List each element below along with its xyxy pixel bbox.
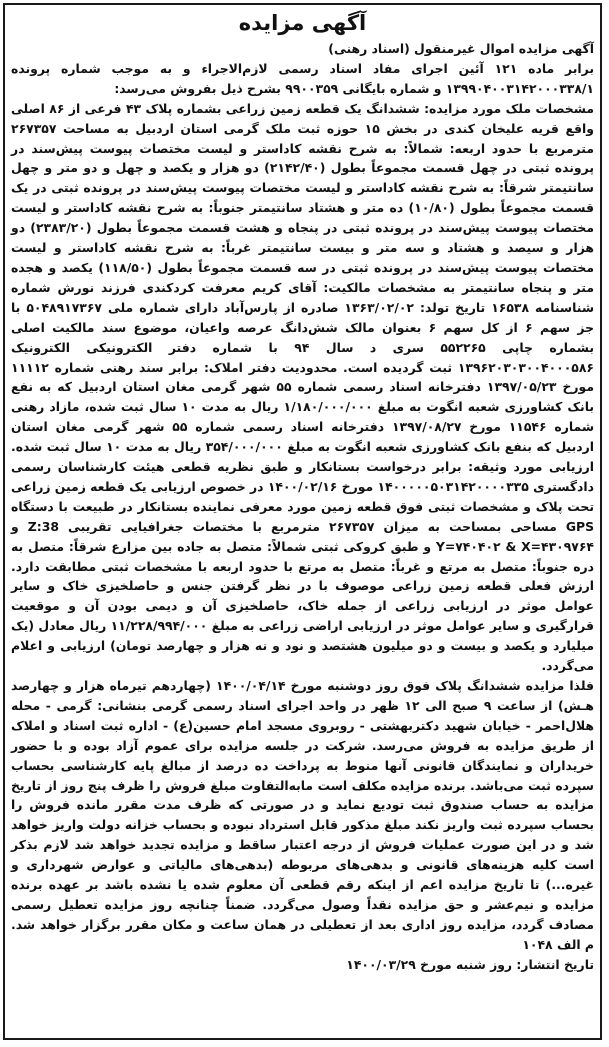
notice-title: آگهی مزایده <box>238 11 367 35</box>
notice-body <box>11 39 594 975</box>
notice-subtitle: آگهی مزایده اموال غیرمنقول (اسناد رهنی) <box>328 41 594 56</box>
notice-publication-date: تاریخ انتشار: روز شنبه مورخ ۱۴۰۰/۰۳/۲۹ <box>346 956 594 972</box>
auction-notice <box>3 3 602 1040</box>
notice-property-details: مشخصات ملک مورد مزایده: ششدانگ یک قطعه زمین زراعی بشماره پلاک ۴۳ فرعی از ۸۶ اصلی واقع قریه علیخان کندی در بخش ۱۵ حوزه ثبت ملک گرمی استان اردبیل به مساحت ۲۶۷۳۵۷ مترمربع با حدود اربعه: شمالاً: به شرح نقشه کاداستر و لیست مختصات پیوست پیش‌سند در پرونده ثبتی در چهل قسمت مجموعاً بطول (۲۱۴۲/۴۰) دو هزار و یکصد و چهل و دو متر و چهل سانتیمتر شرقاً: به شرح نقشه کاداستر و لیست مختصات پیوست پیش‌سند در پرونده ثبتی در یک قسمت مجموعاً بطول (۱۰/۸۰) ده متر و هشتاد سانتیمتر جنوباً: به شرح نقشه کاداستر و لیست مختصات پیوست پیش‌سند در پرونده ثبتی در پنجاه و هشت قسمت مجموعاً بطول (۲۳۸۳/۲۰) دو هزار و سیصد و هشتاد و سه متر و بیست سانتیمتر غرباً: به شرح نقشه کاداستر و لیست مختصات پیوست پیش‌سند در پرونده ثبتی در سه قسمت مجموعاً بطول (۱۱۸/۵۰) یکصد و هجده متر و پنجاه سانتیمتر به مشخصات مالکیت: آقای کریم معرفت کردکندی فرزند نورش شماره شناسنامه ۱۶۵۳۸ تاریخ تولد: ۱۳۶۳/۰۲/۰۲ صادره از پارس‌آباد دارای شماره ملی ۵۰۴۸۹۱۷۳۶۷ با جز سهم ۶ از کل سهم ۶ بعنوان مالک شش‌دانگ عرصه واعیان، موضوع سند مالکیت اصلی بشماره چاپی ۵۵۲۲۶۵ سری د سال ۹۴ با شماره دفتر الکترونیکی الکترونیک ۱۳۹۶۲۰۳۰۳۰۰۴۰۰۰۵۸۶ ثبت گردیده است. محدودیت دفتر املاک: برابر سند رهنی شماره ۱۱۱۱۲ مورخ ۱۳۹۷/۰۵/۲۳ دفترخانه اسناد رسمی شماره ۵۵ شهر گرمی مغان استان اردبیل که به نفع بانک کشاورزی شعبه انگوت به مبلغ ۱/۱۸۰/۰۰۰/۰۰۰ ریال به مدت ۱۰ سال ثبت شده، مازاد رهنی شماره ۱۱۵۴۶ مورخ ۱۳۹۷/۰۸/۲۷ دفترخانه اسناد رسمی شماره ۵۵ شهر گرمی مغان استان اردبیل که بنفع بانک کشاورزی شعبه انگوت به مبلغ ۳۵۴/۰۰۰/۰۰۰ ریال به مدت ۱۰ سال ثبت شده. ارزیابی مورد وثیقه: برابر درخواست بستانکار و طبق نظریه قطعی هیئت کارشناسان رسمی دادگستری ۱۴۰۰۰۰۰۵۰۳۱۴۲۰۰۰۰۳۳۵ مورخ ۱۴۰۰/۰۲/۱۶ در خصوص ارزیابی یک قطعه زمین زراعی تحت پلاک و مشخصات ثبتی فوق قطعه زمین مورد معرفی نماینده بستانکار در طبیعت با دستگاه GPS مساحی بمساحت به میزان ۲۶۷۳۵۷ مترمربع با مختصات جغرافیایی تقریبی Z:38 و Y=۷۴۰۴۰۲ & X=۴۳۰۹۷۶۴ و طبق کروکی ثبتی شمالاً: متصل به جاده بین مزارع شرقاً: متصل به دره جنوباً: متصل به مرتع و غرباً: متصل به مرتع با حدود اربعه با مشخصات ثبتی مطابقت دارد. ارزش فعلی قطعه زمین زراعی موصوف با در نظر گرفتن جنس و حاصلخیزی خاک و سایر عوامل موثر در ارزیابی زراعی از جمله خاک، حاصلخیزی آن و دیمی بودن آن و موقعیت قرارگیری و سایر عوامل موثر در ارزیابی اراضی زراعی به مبلغ ۱۱/۲۲۸/۹۹۴/۰۰۰ ریال معادل (یک میلیارد و یکصد و بیست و دو میلیون هشتصد و نود و نه هزار و چهارصد تومان) ارزیابی و اعلام می‌گردد. <box>10 100 595 674</box>
notice-case-reference: برابر ماده ۱۲۱ آئین اجرای مفاد اسناد رسمی لازم‌الاجراء و به موجب شماره پرونده ۱۳۹۹۰۴۰۰۳۱۴۲۰۰۰۳۳۸/۱ و شماره بایگانی ۹۹۰۰۳۵۹ بشرح ذیل بفروش می‌رسد: <box>11 60 595 96</box>
notice-auction-terms: فلذا مزایده ششدانگ پلاک فوق روز دوشنبه مورخ ۱۴۰۰/۰۴/۱۴ (چهاردهم تیرماه هزار و چهارصد هـش) از ساعت ۹ صبح الی ۱۲ ظهر در واحد اجرای اسناد رسمی گرمی بنشانی: گرمی - محله هلال‌احمر - خیابان شهید دکتربهشتی - روبروی مسجد امام حسین(ع) - اداره ثبت اسناد و املاک از طریق مزایده به فروش می‌رسد. شرکت در جلسه مزایده برای عموم آزاد بوده و با حضور خریداران و نمایندگان قانونی آنها منوط به پرداخت ده درصد از مبالغ پایه کارشناسی بحساب سپرده ثبت می‌باشد. برنده مزایده مکلف است مابه‌التفاوت مبلغ فروش را ظرف پنج روز از تاریخ مزایده به حساب صندوق ثبت تودیع نماید و در صورتی که ظرف مدت مقرر مانده فروش را بحساب سپرده ثبت واریز نکند مبلغ مذکور قابل استرداد نبوده و بحساب خزانه دولت واریز خواهد شد و در این صورت عملیات فروش از درجه اعتبار ساقط و مزایده تجدید خواهد شد لازم بذکر است کلیه هزینه‌های قانونی و بدهی‌های مربوطه (بدهی‌های مالیاتی و عوارض شهرداری و غیره...) تا تاریخ مزایده اعم از اینکه رقم قطعی آن معلوم شده یا نشده باشد بر عهده برنده مزایده و نیم‌عشر و حق مزایده نقداً وصول می‌گردد. ضمناً چنانچه روز مزایده تعطیل رسمی مصادف گردد، مزایده روز اداری بعد از تعطیلی در همان ساعت و مکان مقرر برگزار خواهد شد. م الف ۱۰۴۸ <box>11 678 594 952</box>
